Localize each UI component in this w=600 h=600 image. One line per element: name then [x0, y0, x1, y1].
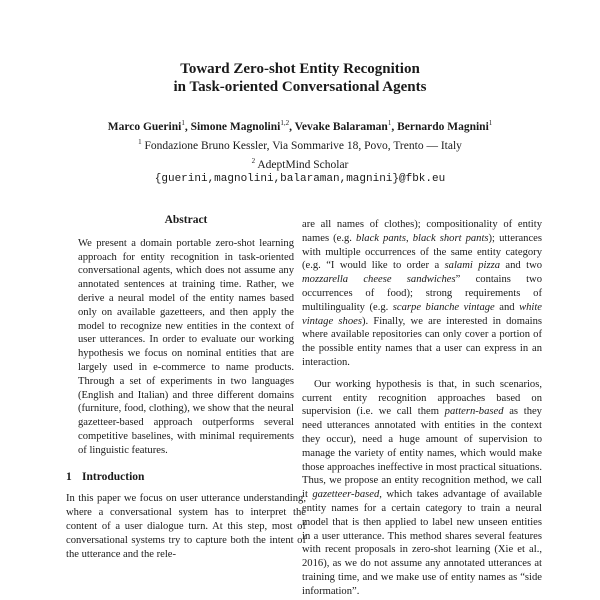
italic-term: gazetteer-based — [312, 489, 380, 501]
body-text: are all names of clothes); compositionality of entity names (e.g. — [302, 219, 542, 244]
italic-example: mozzarella cheese sandwiches — [302, 274, 456, 286]
affil-mark: 1 — [488, 119, 493, 127]
italic-term: pattern-based — [444, 406, 504, 418]
body-text: and two — [500, 260, 543, 272]
italic-example: salami pizza — [444, 260, 501, 272]
title-line-1: Toward Zero-shot Entity Recognition — [180, 61, 420, 77]
affil-mark: 1 — [387, 119, 392, 127]
italic-example: black pants — [356, 232, 406, 244]
italic-example: white vintage shoes — [302, 301, 543, 327]
affiliation-text: AdeptMind Scholar — [257, 158, 349, 171]
abstract-text: We present a domain portable zero-shot learning approach for entity recognition in task-oriented conversational agents, which does not assume any annotated sentences at training time. Rather, we derive a neural model of the entity names based only on available gazetteers, and then apply the model to recognize new entities in the context of user utterances. In order to evaluate our working hypothesis we focus on nominal entities that are largely used in e-commerce to name products. Through a set of experiments in two languages (English and Italian) and three different domains (furniture, food, clothing), we show that the neural gazetteer-based approach outperforms several competitive baselines, with minimal requirements of linguistic features. — [78, 237, 294, 456]
author-name: Bernardo Magnini — [397, 120, 489, 133]
author-names: Marco Guerini$^1$, Simone Magnolini$^{1,2}$, Vevake Balaraman$^1$, Bernardo Magnini$^1$ — [107, 119, 493, 133]
body-text: , — [406, 232, 413, 244]
affiliation-1 — [0, 135, 600, 154]
body-text: ” contains two occurrences of food); strong requirements of multilinguality (e.g. — [302, 274, 542, 313]
title-line-2: in Task-oriented Conversational Agents — [173, 79, 427, 95]
right-paragraph-2 — [302, 378, 542, 599]
body-text: ). Finally, we are interested in domains where available repositories can only cover a portion of the possible entity names that a user can express in an interaction. — [302, 315, 543, 368]
body-text: and — [494, 301, 520, 313]
affiliation-2 — [0, 154, 600, 173]
section-number: 1 — [66, 470, 72, 483]
italic-example: black short pants — [412, 232, 489, 244]
affil-mark: 1 — [181, 119, 185, 127]
left-column — [66, 214, 306, 561]
affil-mark: 1,2 — [280, 119, 290, 127]
section-heading-introduction — [66, 471, 306, 485]
body-text: Our working hypothesis is that, in such scenarios, current entity recognition approaches based on supervision (i.e. we call them — [302, 378, 542, 418]
right-column — [302, 218, 542, 599]
paper-title — [0, 60, 600, 96]
author-name: Simone Magnolini — [190, 120, 281, 133]
intro-paragraph: In this paper we focus on user utterance understanding, where a conversational system has to interpret the content of a user dialogue turn. At this step, most of conversational systems try to capture both the intent of the utterance and the rele- — [66, 493, 306, 560]
body-text: as they need utterances annotated with entities in the context they occur), need a huge amount of supervision to manage the variety of entity names, which would make those approaches ineffective in most practical situations. Thus, we propose an entity recognition method, we call it — [302, 406, 542, 501]
right-paragraph-1 — [302, 218, 542, 370]
body-text: , which takes advantage of available entity names for a certain category to train a neural model that is then applied to label new unseen entities in a user utterance. This method shares several features with recent proposals in zero-shot learning (Xie et al., 2016), as we do not assume any annotated utterances at training time, and we make use of entity names as “side information”. — [302, 489, 542, 597]
abstract-heading: Abstract — [164, 214, 208, 226]
affil-mark: 1 — [138, 137, 142, 146]
body-text: ); utterances with multiple occurrences of the same entity category (e.g. “I would like to order a — [302, 232, 543, 272]
author-name: Marco Guerini — [107, 120, 182, 133]
abstract-body — [66, 237, 306, 458]
affiliation-text: Fondazione Bruno Kessler, Via Sommarive 18, Povo, Trento — Italy — [144, 139, 462, 152]
italic-example: scarpe bianche vintage — [392, 301, 495, 313]
author-emails: {guerini,magnolini,balaraman,magnini}@fbk.eu — [154, 173, 446, 186]
section-title: Introduction — [82, 470, 145, 483]
author-block — [0, 116, 600, 187]
author-name: Vevake Balaraman — [294, 120, 388, 133]
affil-mark: 2 — [251, 156, 256, 165]
